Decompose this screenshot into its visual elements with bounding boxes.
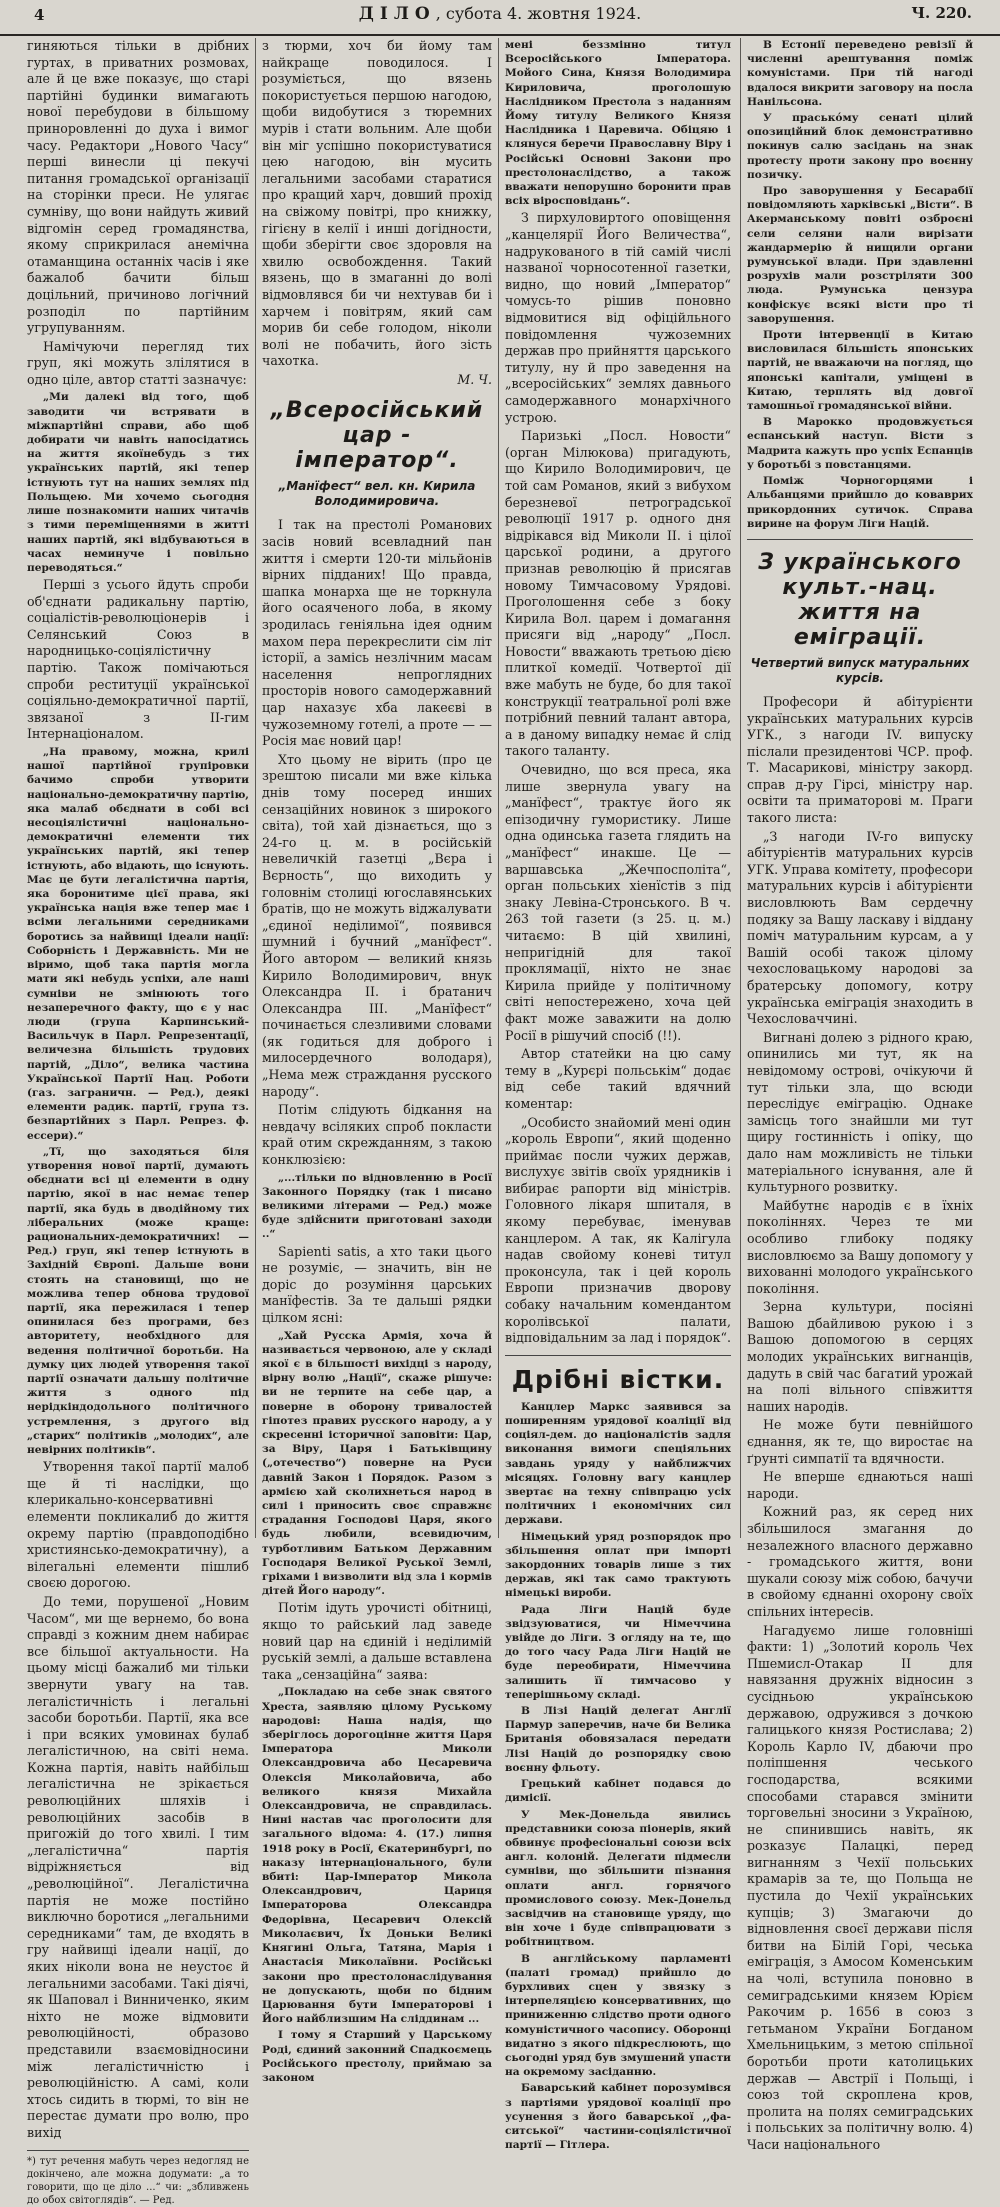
- quote: І тому я Старший у Царському Роді, єдиний законний Спадкоємець Російського престолу, приймаю за законом: [262, 2029, 492, 2084]
- paragraph: Утворення такої партії малоб ще й ті наслідки, що клерикально-консервативні елементи покликалиб до життя окрему партію (правдоподібно християнсько-демократичну), а вілегальні елементи пішлиб своєю дорогою.: [27, 1459, 249, 1591]
- news-item: [747, 184, 973, 326]
- news-text: порозумівся з партіями урядової коаліції про усунення з його баварської ,,фа-ситської“ частини-соціялістичної партії — Гітлера.: [505, 2082, 731, 2152]
- masthead-title: [0, 4, 1000, 24]
- author-signature: М. Ч.: [457, 371, 492, 387]
- news-item: [505, 1603, 731, 1702]
- column-4: [747, 38, 973, 2152]
- article-title: „Всеросійський цар - імператор“.: [270, 398, 484, 474]
- paragraph: Перші з усього йдуть спроби об'єднати радикальну партію, соціалістів-революціонерів і Селянський Союз в народницько-соціялістичну партію. Також помічаються спроби реституції української соціяльно-демократичної партії, звязаної з ІІ-гим Інтернаціоналом.: [27, 577, 249, 742]
- news-lead: В Марокко: [763, 416, 853, 429]
- news-item: [747, 111, 973, 182]
- news-lead: В англійському парламенті: [521, 1952, 731, 1965]
- news-item: [747, 474, 973, 531]
- column-3: [505, 38, 731, 2152]
- news-text: делегат Англії Пармур заперечив, наче би Велика Британія обовязалася передати Лізі Націй до розпорядку свою воєнну фльоту.: [505, 1705, 731, 1774]
- paragraph: До теми, порушеної „Новим Часом“, ми ще вернемо, бо вона справді з кожним днем набирає все більшої актуальности. На цьому місці бажалиб ми тільки звернути увагу на тав. легалістичність і легальні засоби боротьби. Партії, яка все і при всяких умовинах булаб легалістичною, на світі нема. Кожна партія, навіть найбільш легалістична не зрікається революційних шляхів і революційних засобів в пригожій до того хвилі. І тим „легалістична“ партія відріжняється від „революційної“. Легалістична партія не може постійно виключно боротися „легальними середниками“ там, де входять в гру найвищі ідеали нації, до яких ніколи вона не неустоє й легальними засобами. Такі діячі, як Шаповал і Винниченко, яким ніхто не може відмовити революційності, образово представили взаємовідносини між легалістичністю і революційністю. А самі, коли хтось сидить в тюрмі, то він не перестає думати про волю, про вихід: [27, 1593, 249, 2140]
- paragraph: Автор статейки на цю саму тему в „Курєрі польськім“ додає від себе такий вдячний коментар:: [505, 1046, 731, 1111]
- news-text: продовжується еспанський наступ. Вісти з Мадрита кажуть про успіх Еспанців у боротьбі з повстанцями.: [747, 416, 973, 471]
- issue-date: , субота 4. жовтня 1924.: [435, 4, 642, 23]
- news-lead: Поміж Чорногорцями і Альбанцями: [747, 475, 973, 502]
- quote: „Хай Русска Армія, хоча й називається червоною, але у складі якої є в більшості вихідці з народу, вірну волю „Нації“, скаже рішуче: ви не терпите на себе цар, а поверне в оборону тривалостей гіпотез правих русского народу, а у скресенні історичної заповіти: Цар, за Віру, Царя і Батьківщину („отечество“) поверне на Руси давній Закон і Порядок. Разом з армією хай сколихнеться народ в силі і приносить своє справжнє страдання Господові Царя, якого будь любили, всевидючим, турботливим Батьком Державним Господаря Великої Руської Землі, гріхами і визволити від зла і кормів дітей Його народу“.: [262, 1329, 492, 1598]
- news-list: [747, 38, 973, 531]
- section-title: Дрібні вістки.: [511, 1364, 725, 1394]
- news-lead: В Естонії: [763, 39, 826, 51]
- news-item: [505, 1530, 731, 1601]
- divider: [747, 539, 973, 540]
- news-item: [747, 38, 973, 109]
- news-list: [505, 1400, 731, 2153]
- news-text: буде звідзуюватися, чи Німеччина увійде до Ліги. З огляду на те, що до того часу Рада Ліги Націй не буде переобирати, Німеччина залишить її тимчасово у теперішньому складі.: [505, 1603, 731, 1701]
- footnote: *) тут речення мабуть через недогляд не докінчено, але можна додумати: „а то говорити, що це діло ...“ чи: „збливжень до обох світоглядів“. — Ред.: [27, 2150, 249, 2207]
- paragraph: „З нагоди IV-го випуску абітурієнтів матуральних курсів УГК. Управа комітету, професори матуральних курсів і абітурієнти висловлюють Вам сердечну подяку за Вашу ласкаву і віддану поміч матуральним курсам, а у Вашій особі також цілому чехословацькому народові за братерську допомогу, котру українська еміграція знаходить в Чехословаччині.: [747, 828, 973, 1027]
- paragraph: гиняються тільки в дрібних гуртах, в приватних розмовах, але й це вже показує, що старі партійні будинки вимагають нової перебудови в більшому приноровленні до духа і вимог часу. Редактори „Нового Часу“ перші винесли ці пекучі питання громадської організації на сторінки преси. Не улягає сумніву, що вони найдуть живий відгомін серед громадянства, якому сприкрилася анемічна отаманщина останніх часів і яке бажалоб бачити більш доцільний, причиново логічний розподіл по партійним угрупуванням.: [27, 38, 249, 336]
- news-lead: Німецький уряд: [521, 1530, 625, 1543]
- news-item: [505, 1400, 731, 1528]
- quote: „Тї, що заходяться біля утворення нової партії, думають обєднати всі ці елементи в одну партію, якої в нас немає тепер партії, яка будь в дводійному тих ліберальних (може краще: рациональних-демократичних! — Ред.) груп, які тепер істнують в Західній Європі. Дальше вони стоять на становищі, що не можлива тепер обнова трудової партії, яка пережилася і тепер опинилася без програми, без авторитету, необхідного для ведення політичної боротьби. На думку цих людей утворення такої партії означати дальшу політичне життя з одного під нерідкіндодольного політичного устремлення, з другого від „старих“ політиків „молодих“, але невірних політиків“.: [27, 1145, 249, 1456]
- paragraph: Потім слідують бідкання на невдачу всіляких спроб покласти край отим скрежданням, з такою конклюзією:: [262, 1102, 492, 1168]
- news-item: [505, 1952, 731, 2080]
- paragraph: Не вперше єднаються наші народи.: [747, 1469, 973, 1501]
- news-text: висловилася більшість японських партій, не вважаючи на погляд, що японські капітали, уміщені в Китаю, терплять від довгої тамошньої громадянської війни.: [747, 343, 973, 413]
- news-item: [505, 1704, 731, 1775]
- news-text: переведено ревізії й численні арештування поміж комуністами. При тій нагоді вдалося викрити заговору на посла Нанільсона.: [747, 39, 973, 108]
- news-lead: Канцлер Маркс: [521, 1400, 630, 1413]
- news-lead: Грецький кабінет: [521, 1778, 641, 1791]
- news-text: явились представники союза піонерів, який обвинує професіональні союзи всіх англ. колоній. Делегати підмесли сумніви, що збільшити пізнання оплати англ. горнячого промислового союзу. Мек-Донельд засвідчив на становище уряду, що він хоче і буде співпрацювати з робітництвом.: [505, 1808, 731, 1949]
- news-text: подався до димісії.: [505, 1778, 731, 1805]
- paragraph: Майбутнє народів є в їхніх поколіннях. Через те ми особливо глибоку подяку висловлюємо за Вашу допомогу у вихованні молодого українського покоління.: [747, 1197, 973, 1296]
- issue-number: Ч. 220.: [911, 4, 972, 22]
- news-item: [505, 2081, 731, 2152]
- paragraph: Sapienti satis, а хто таки цього не розуміє, — значить, він не доріс до розуміння царських манїфестів. За те дальші рядки цілком ясні:: [262, 1243, 492, 1326]
- quote: „Ми далекі від того, щоб заводити чи встрявати в міжпартійні справи, або щоб добирати чи навіть напосідатись на життя якоїнебудь з тих українських партій, які тепер істнують тут на наших землях під Польщею. Ми хочемо сьогодня лише познакомити наших читачів з тими переміщеннями в житті наших партій, які відбуваються в часах неминуче і повільно переводяться.“: [27, 391, 249, 574]
- column-2: [262, 38, 492, 2084]
- paragraph: Потім ідуть урочисті обітниці, якщо то райський лад заведе новий цар на єдиній і неділимій руській землі, а дальше вставлена така „сензаційна“ заява:: [262, 1600, 492, 1682]
- paragraph: Зерна культури, посіяні Вашою дбайливою рукою і з Вашою допомогою в серцях молодих українських вигнанців, дадуть в свій час багатий урожай на полі вільного співжиття наших народів.: [747, 1299, 973, 1414]
- paragraph: Очевидно, що вся преса, яка лише звернула увагу на „манїфест“, трактує його як епізодичну гумористику. Лише одна одинська газета глядить на „манїфест“ инакше. Це — варшавська „Жечпосполіта“, орган польських хіенїстів з під знаку Левіна-Стронського. В ч. 263 той газети (з 25. ц. м.) читаємо: В цій хвилині, непригідній для такої проклямації, ніхто не знає Кирила прийде у політичному світі непостережено, хоча цей факт може заважити на долю Росії в рішучий спосіб (!!).: [505, 762, 731, 1043]
- quote: „Покладаю на себе знак святого Хреста, заявляю цілому Руському народові: Наша надія, що зберіглось дорогоцінне життя Царя Імператора Миколи Олександровича або Цесаревича Олексія Миколайовича, або великого князя Михайла Олександровича, не справдилась. Нині настав час проголосити для загального відома: 4. (17.) липня 1918 року в Росії, Єкатеринбургі, по наказу інтернаціонального, були вбиті: Цар-Імператор Микола Олександрович, Цариця Імператорова Олександра Федорівна, Цесаревич Олексій Миколаєвич, Їх Доньки Великі Княгині Ольга, Татяна, Марія і Анастасія Миколаївни. Російські закони про престолонаслідування не допускають, щоби по бідним Царювання бути Імператорові і Його найблизшим На сліддинам ...: [262, 1686, 492, 2026]
- news-text: заявився за поширенням урядової коаліції від соціял-дем. до націоналістів задля виконання вимоги спеціяльних завдань уряду у найближчих місяцях. Головну вагу канцлер звертає на техну співпрацю усіх політичних і економічних сил держави.: [505, 1400, 731, 1527]
- news-text: повідомляють харківські „Вісти“. В Акерманському повіті озброєні сели селяни нали вирізати жандармерію й нищили органи румунської влади. При здавленні розрухів мали розстріляти 300 люда. Румунська цензура конфіскує всякі вісти про ті заворушення.: [747, 199, 973, 325]
- column-rule: [255, 38, 256, 1538]
- section-title: З українського культ.-нац. життя на еміграції.: [758, 549, 962, 650]
- paper-name: ДІЛО: [358, 4, 436, 24]
- paragraph: Професори й абітурієнти українських матуральних курсів УГК., з нагоди IV. випуску післали президентові ЧСР. проф. Т. Масарикові, міністру закорд. справ д-ру Гірсі, міністру нар. освіти та приматорові м. Праги такого листа:: [747, 693, 973, 826]
- paragraph: „Особисто знайомий мені один „король Европи“, який щоденно приймає посли чужих держав, вислухує звітів своїх урядників і вибирає рапорти від міністрів. Головного лікаря шпиталя, в якому перебуває, іменував канцлером. А так, як Калігула надав свойому коневі титул проконсула, так і цей король Европи призначив дворову собаку начальним комендантом королівської палати, відповідальним за лад і порядок“.: [505, 1114, 731, 1346]
- news-lead: Баварський кабінет: [521, 2082, 648, 2095]
- column-rule: [498, 38, 499, 1538]
- news-text: прийшло до коваврих прикордонних сутичок. Справа вирине на форум Ліги Націй.: [747, 489, 973, 530]
- masthead: [0, 0, 1000, 36]
- paragraph: Нагадуємо лише головніші факти: 1) „Золотий король Чех Пшемисл-Отакар ІІ для навязання дружніх відносин з суcідньою українською державою, одружився з дочкою галицького князя Ростислава; 2) Король Карло IV, дбаючи про поліпшення чеського господарства, всякими способами старався змінити торговельні зносини з Україною, не спинившись навіть, як розказує Палацкі, перед вигнанням з Чехії польських крамарів за те, що Польща не пустила до Чехії українських купців; 3) Змагаючи до відновлення своєї держави після битви на Білій Горі, чеська еміграція, з Амосом Коменським на чолі, вступила поновно в семиградськими князем Юрієм Ракочим р. 1656 в союз з гетьманом України Богданом Хмельницьким, з метою спільної боротьби проти католицьких держав — Австрії і Польщі, і союз той скроплена кров, пролита на полях семиградських і польських за політичну волю. 4) Часи національного: [747, 1622, 973, 2152]
- quote: „На правому, можна, крилі нашої партійної групіровки бачимо спроби утворити національно-демократичну партію, яка малаб обєднати в собі всі несоціялістичні національно-демократичні елементи тих українських партій, які тепер істнують, або відають, що існують. Має це бути легалістична партія, яка боронитиме цієї права, які українська нація вже тепер має і всіми легальними середниками боротись за найвищі ідеали нації: Соборність і Державність. Ми не віримо, щоб така партія могла мати які небудь успіхи, але наші сумніви не змінюють того незаперечного факту, що є у нас люди (група Карпинський-Васильчук в Парл. Репрезентації, величезна більшість трудових партій, „Діло“, велика частина Української Партії Нац. Роботи (газ. заграничн. — Ред.), деякі елементи радик. партії, група тз. безпартійних з Парл. Репрез. ф. ессери).“: [27, 746, 249, 1142]
- paragraph: Не може бути певнійшого єднання, як те, що виростає на ґрунті симпатії та вдячности.: [747, 1417, 973, 1466]
- quote: „...тільки по відновленню в Росії Законного Порядку (так і писано великими літерами — Ред.) може буде здійснити приготовані заходи ..“: [262, 1171, 492, 1241]
- news-lead: У прасько́му сенаті: [763, 112, 918, 125]
- news-text: розпорядок про збільшення оплат при імпорті закордонних товарів лише з тих держав, які так само трактують німецькі вироби.: [505, 1530, 731, 1600]
- page-number: 4: [34, 6, 45, 24]
- article-subtitle: Четвертий випуск матуральних курсів.: [750, 655, 970, 685]
- paragraph: Намічуючи перегляд тих груп, які можуть злілятися в одно ціле, автор статті зазначує:: [27, 338, 249, 387]
- quote: мені беззмінно титул Всеросійського Імператора. Мойого Сина, Князя Володимира Кириловича, проголошую Наслідником Престола з наданням Йому титулу Великого Князя Наслідника і Царевича. Обіцяю і клянуся беречи Православну Віру і Російські Основні Закони про престолонаслідство, а також вважати непорушно боронити прав всіх віросповідань“.: [505, 39, 731, 208]
- paragraph: Хто цьому не вірить (про це зрештою писали ми вже кілька днів тому посеред инших сензаційних новинок з широкого світа), той хай дізнається, що з 24-го ц. м. в російській невеличкій газетці „Вєра і Вєрность“, що виходить у головнім столиці югославянських братів, що не можуть віджалувати „єдиної неділимої“, появився шумний і бучний „манїфест“. Його автором — великий князь Кирило Володимирович, внук Олександра ІІ. і братанич Олександра ІІІ. „Манїфест“ починається слезливими словами (як годиться для доброго і милосердечного володаря), „Нема меж страждання русского народу“.: [262, 751, 492, 1099]
- paragraph: Кожний раз, як серед них збільшилося змагання до незалежного власного державно - громадського життя, вони шукали союзу між собою, бачучи в свойому єднанні охорону своїх спільних інтересів.: [747, 1504, 973, 1619]
- column-rule: [740, 38, 741, 1538]
- paragraph: Паризькі „Посл. Новости“ (орган Мілюкова) пригадують, що Кирило Володимирович, це той сам Романов, який з вибухом березневої петроградської революції 1917 р. одного дня відрікався від Миколи ІІ. і цілої царської родини, а другого признав революцію й присягав новому Тимчасовому Урядові. Проголошення себе з боку Кирила Вол. царем і домагання присяги від „народу“ „Посл. Новости“ вважають третьою дією плиткої комедії. Чотвертої дії вже мабуть не буде, бо для такої конструкції театральної ролі вже потрібний певний талант автора, а в даному випадку немає й слід такого таланту.: [505, 428, 731, 759]
- news-item: [747, 328, 973, 413]
- paragraph: з тюрми, хоч би йому там найкраще поводилося. І розуміється, що вязень покористується першою нагодою, щоби видобутися з тюремних мурів і стати вольним. Але щоби він міг успішно покористуватися цею нагодою, він мусить легальними засобами старатися про кращий харч, довший прохід на свіжому повітрі, про книжку, гігієну в келії і инші догідности, щоби зберігти своє здоровля на хвилю освобождення. Такий вязень, що в змаганні до волі відмовлявся би чи нехтував би і харчем і повітрям, який сам морив би себе голодом, ніколи волі не побачить, його зість чахотка.: [262, 38, 492, 369]
- column-1: [27, 38, 249, 2206]
- article-subtitle: „Манїфест“ вел. кн. Кирила Володимировича.: [278, 479, 476, 509]
- paragraph: І так на престолі Романових засів новий всевладний пан життя і смерти 120-ти мільйонів вірних підданих! Що правда, шапка монарха ще не торкнула його осаяченого лоба, в якому зродилась геніяльна ідея одним махом пера перекреслити сім літ історії, а замісь незлічним масам населення непроглядних просторів нового самодержавний цар нахазує хба лакеєві в чужоземному готелі, а проте — — Росія має новий цар!: [262, 517, 492, 749]
- news-text: цілий опозиційний блок демонстративно покинув салю засідань на знак протесту проти закону про воєнну позичку.: [747, 112, 973, 181]
- paragraph: З пирхуловиртого оповіщення „канцелярії Його Величества“, надрукованого в тій самій числі названої чорносотенної газетки, видно, що новий „Імператор“ чомусь-то рішив поновно відмовитися від офіційльного повідомлення чужоземних держав про прийняття царського титулу, ну й про заведення на „всеросійських“ землях давнього самодержавного монархічного устрою.: [505, 210, 731, 425]
- news-item: [505, 1777, 731, 1805]
- news-item: [747, 415, 973, 472]
- news-lead: В Лізі Націй: [521, 1705, 618, 1718]
- paragraph: Вигнані долею з рідного краю, опинились ми тут, як на невідомому острові, очікуючи й тут тільки зла, що всюди переслідує еміграцію. Однаке замісць того знайшли ми тут щиру гостинність і опіку, що дало нам можливість не тільки матеріального існування, але й культурного розвитку.: [747, 1029, 973, 1195]
- news-lead: Про заворушення у Бесарабії: [763, 185, 973, 198]
- news-lead: Проти інтервенції в Китаю: [763, 329, 973, 342]
- news-lead: У Мек-Донельда: [521, 1808, 650, 1821]
- divider: [505, 1355, 731, 1356]
- news-lead: Рада Ліги Націй: [521, 1603, 674, 1616]
- news-item: [505, 1808, 731, 1950]
- news-text: (палаті громад) прийшло до бурхливих сцен у звязку з інтерпеляцією консервативних, що приниженню слідство проти одного комуністичного часопису. Оборонці видатно з якого підкреслюють, що сьогодні уряд був змушений упасти на окремому засіданню.: [505, 1966, 731, 2079]
